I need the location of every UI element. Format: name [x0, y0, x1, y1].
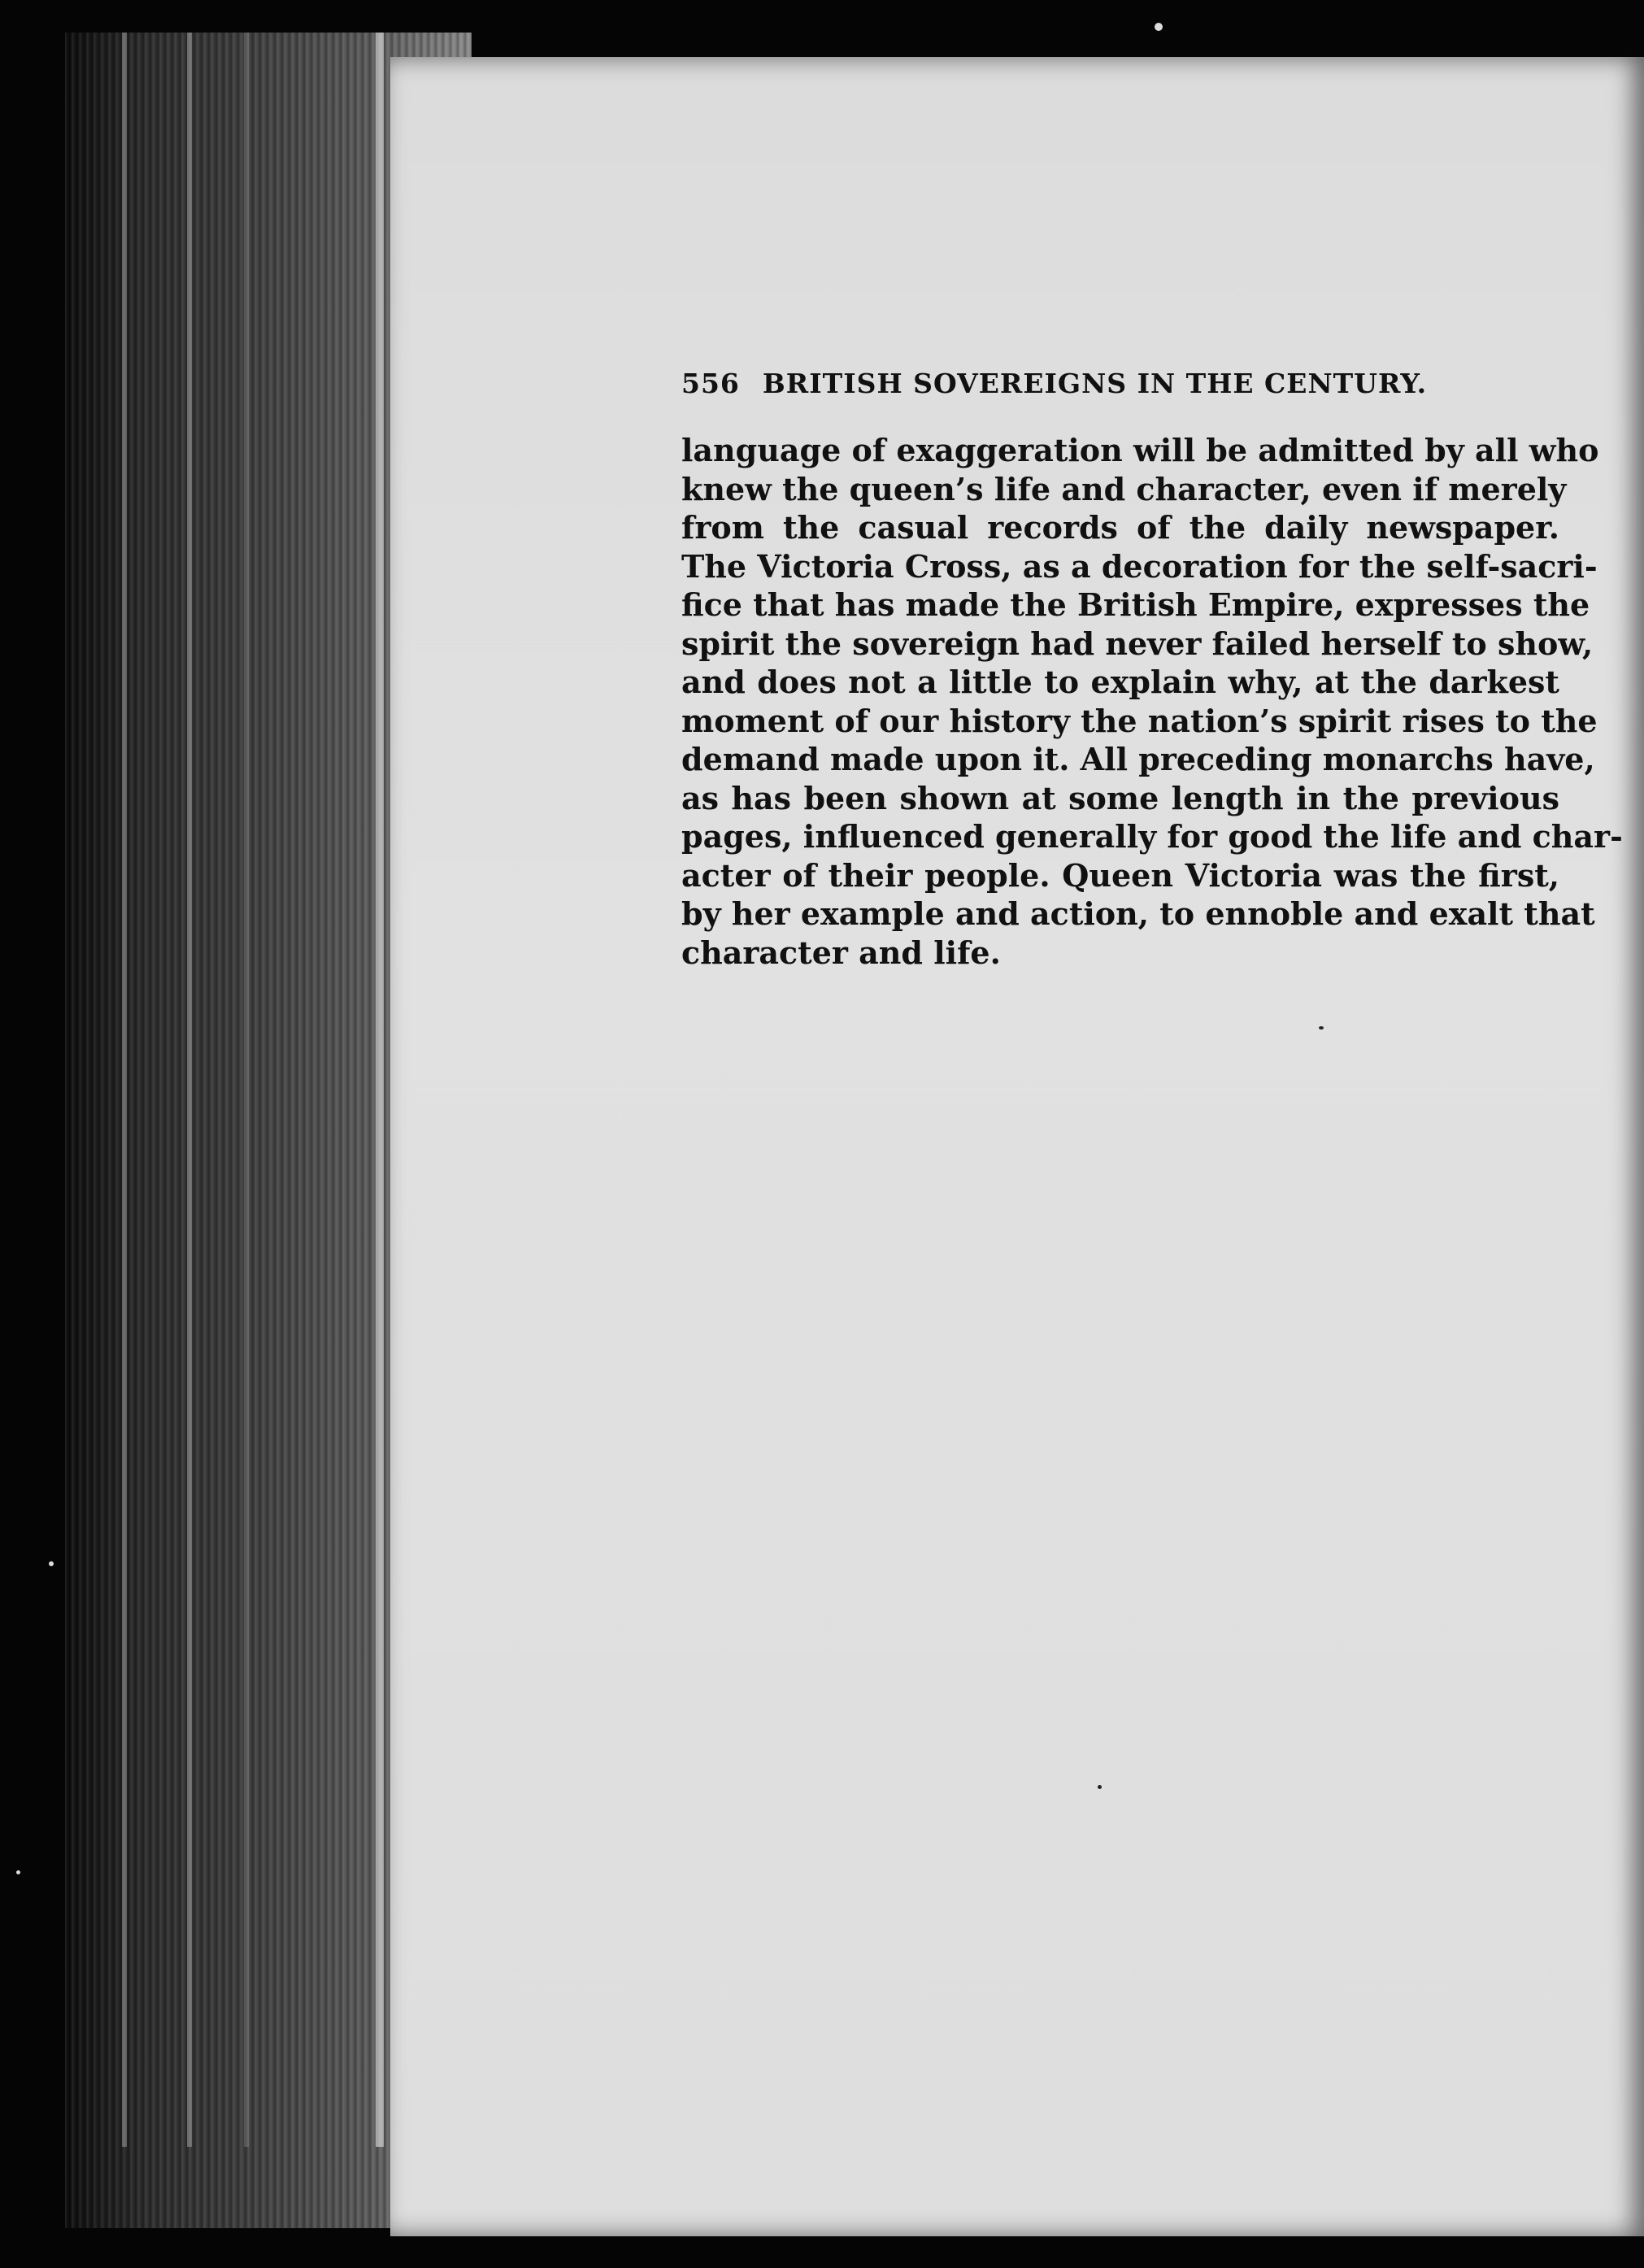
text-line: language of exaggeration will be admitted by all who — [681, 432, 1599, 468]
paragraph — [681, 431, 1623, 972]
text-line: fice that has made the British Empire, expresses the — [681, 586, 1590, 623]
page-edge-highlight — [122, 33, 127, 2147]
text-line: pages, influenced generally for good the life and char- — [681, 818, 1623, 855]
page-number: 556 — [681, 368, 740, 399]
text-line: acter of their people. Queen Victoria was the first, — [681, 856, 1559, 894]
page-edge-highlight — [187, 33, 192, 2147]
text-line: by her example and action, to ennoble and exalt that — [681, 895, 1595, 932]
scan-speck — [49, 1561, 54, 1566]
scan-speck — [16, 1870, 20, 1874]
scan-speck — [1155, 23, 1163, 31]
text-line: moment of our history the nation’s spirit rises to the — [681, 702, 1598, 739]
text-line: character and life. — [681, 934, 1001, 971]
text-line: demand made upon it. All preceding monarchs have, — [681, 741, 1595, 777]
page-edge-highlight — [244, 33, 249, 2147]
text-line: as has been shown at some length in the previous — [681, 779, 1559, 816]
text-line: The Victoria Cross, as a decoration for the self-sacri- — [681, 547, 1598, 585]
page-edge-highlight — [376, 33, 384, 2147]
scan-speck — [1098, 1785, 1102, 1789]
running-head — [681, 368, 1559, 399]
text-line: spirit the sovereign had never failed herself to show, — [681, 625, 1594, 662]
scan-speck — [1319, 1026, 1324, 1030]
running-title: BRITISH SOVEREIGNS IN THE CENTURY. — [762, 368, 1428, 399]
text-line: and does not a little to explain why, at the darkest — [681, 664, 1559, 700]
text-line: knew the queen’s life and character, even if merely — [681, 470, 1567, 507]
text-line: from the casual records of the daily newspaper. — [681, 509, 1559, 546]
